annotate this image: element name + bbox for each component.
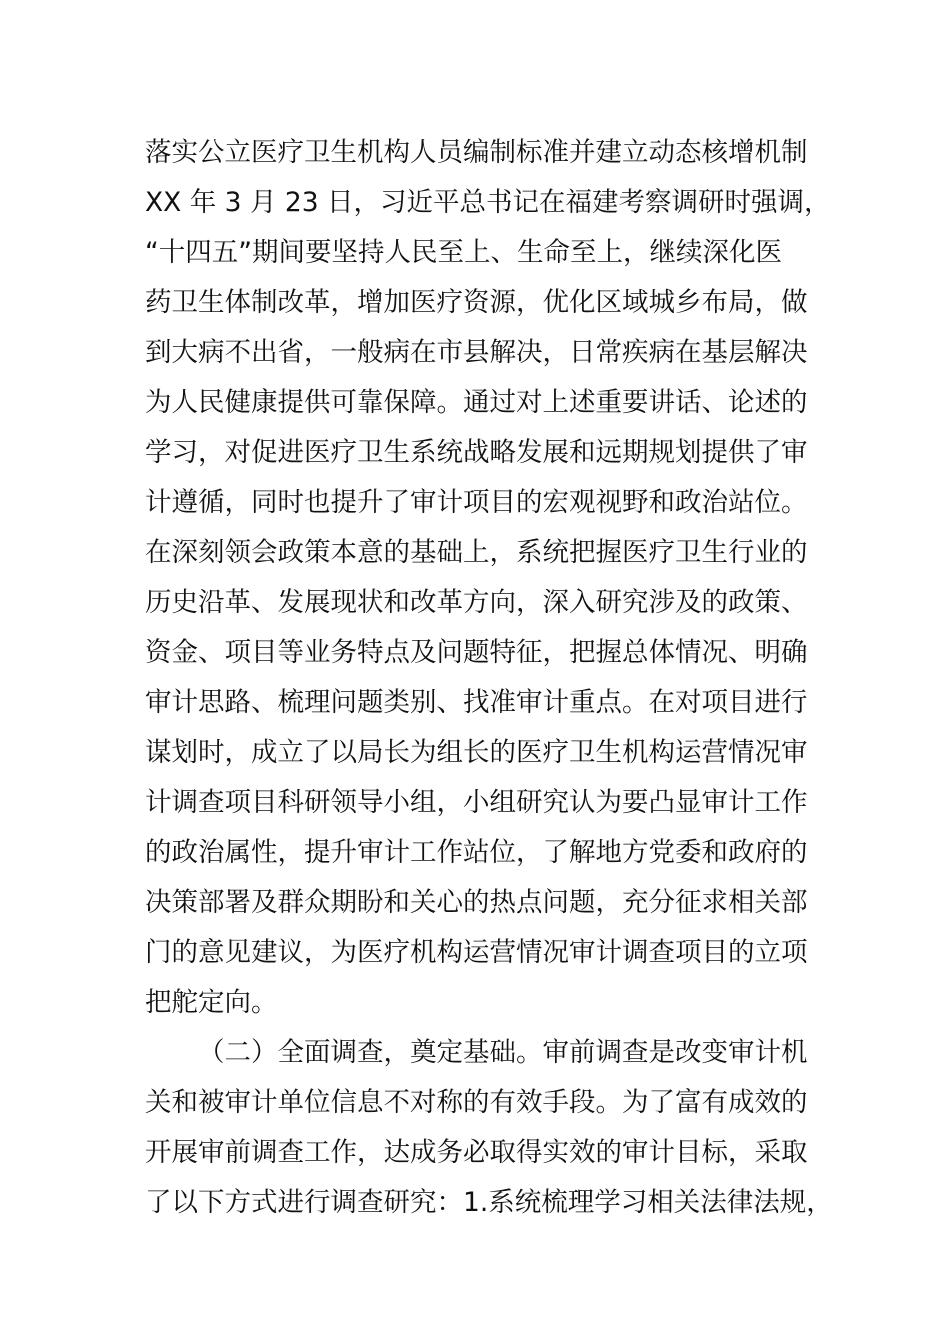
- text-line: 门的意见建议，为医疗机构运营情况审计调查项目的立项: [145, 937, 808, 968]
- paragraph-policy-study: [145, 128, 831, 1028]
- text-line: 计调查项目科研领导小组，小组研究认为要凸显审计工作: [145, 787, 808, 818]
- text-line: 开展审前调查工作，达成务必取得实效的审计目标，采取: [145, 1137, 808, 1168]
- paragraph-comprehensive-survey: [145, 1028, 833, 1228]
- text-line: 审计思路、梳理问题类别、找准审计重点。在对项目进行: [145, 687, 808, 718]
- text-line: 了以下方式进行调查研究：1.系统梳理学习相关法律法规，: [145, 1187, 833, 1218]
- text-line: 为人民健康提供可靠保障。通过对上述重要讲话、论述的: [145, 387, 808, 418]
- text-line: 资金、项目等业务特点及问题特征，把握总体情况、明确: [145, 637, 808, 668]
- text-line: 落实公立医疗卫生机构人员编制标准并建立动态核增机制: [145, 137, 808, 168]
- text-line: XX 年 3 月 23 日，习近平总书记在福建考察调研时强调，: [145, 187, 831, 218]
- text-line: “十四五”期间要坚持人民至上、生命至上，继续深化医: [145, 237, 782, 268]
- text-line: （二）全面调查，奠定基础。审前调查是改变审计机: [198, 1037, 808, 1068]
- text-line: 关和被审计单位信息不对称的有效手段。为了富有成效的: [145, 1087, 808, 1118]
- text-line: 把舵定向。: [145, 987, 278, 1018]
- text-line: 的政治属性，提升审计工作站位，了解地方党委和政府的: [145, 837, 808, 868]
- text-line: 决策部署及群众期盼和关心的热点问题，充分征求相关部: [145, 887, 808, 918]
- text-line: 计遵循，同时也提升了审计项目的宏观视野和政治站位。: [145, 487, 808, 518]
- text-line: 到大病不出省，一般病在市县解决，日常疾病在基层解决: [145, 337, 808, 368]
- text-line: 在深刻领会政策本意的基础上，系统把握医疗卫生行业的: [145, 537, 808, 568]
- text-line: 历史沿革、发展现状和改革方向，深入研究涉及的政策、: [145, 587, 808, 618]
- body-text: [145, 128, 833, 1228]
- text-line: 药卫生体制改革，增加医疗资源，优化区域城乡布局，做: [145, 287, 808, 318]
- text-line: 学习，对促进医疗卫生系统战略发展和远期规划提供了审: [145, 437, 808, 468]
- text-line: 谋划时，成立了以局长为组长的医疗卫生机构运营情况审: [145, 737, 808, 768]
